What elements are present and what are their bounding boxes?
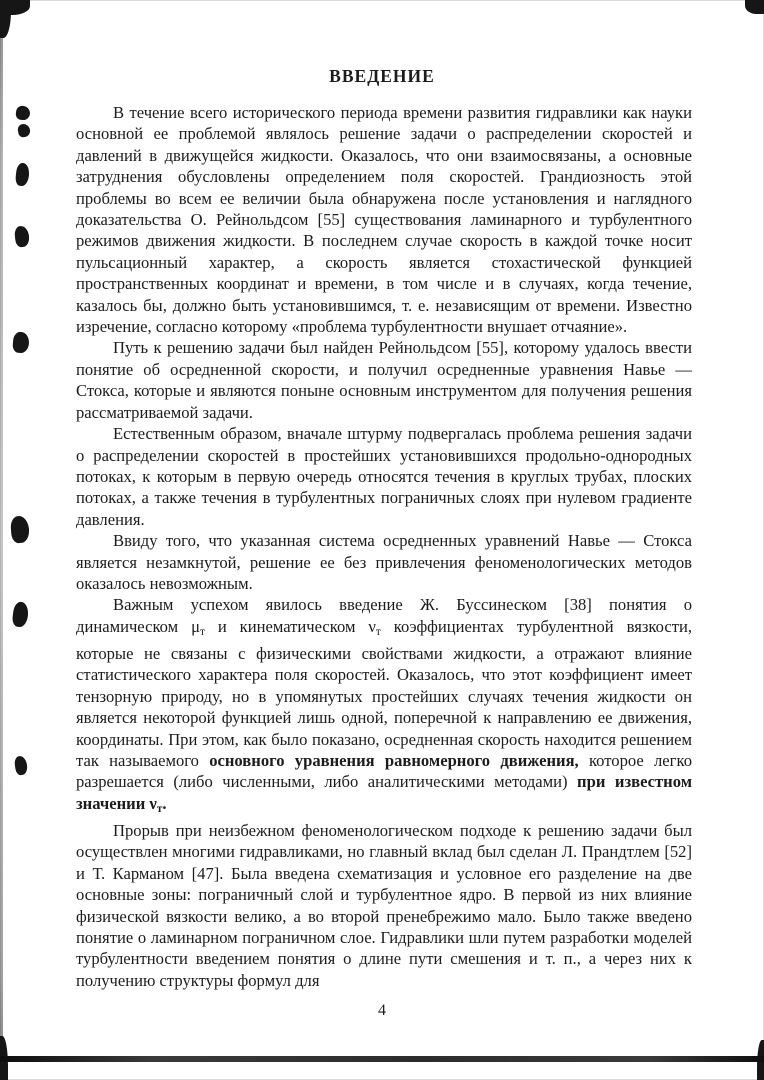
text-run: т	[156, 802, 163, 815]
paragraph	[76, 594, 692, 820]
scan-artifact-blob	[17, 123, 31, 138]
scan-artifact-corner-tl	[0, 0, 11, 38]
page-title: ВВЕДЕНИЕ	[329, 66, 435, 86]
text-run: и кинематическом ν	[204, 616, 376, 636]
scan-artifact-corner-tr	[745, 0, 764, 14]
scan-artifact-blob	[12, 601, 30, 628]
scan-artifact-blob	[14, 755, 29, 775]
text-run: Естественным образом, вначале штурму подвергалась проблема решения задачи о распределении скоростей в простейших установившихся продольно-однородных потоках, к которым в первую очередь относятся течения в круглых трубах, плоских потоках, а также течения в турбулентных пограничных слоях при нулевом градиенте давления.	[76, 424, 692, 529]
paragraph	[76, 337, 692, 423]
scan-artifact-blob	[15, 162, 30, 186]
text-run: .	[162, 793, 167, 813]
document-body	[76, 102, 692, 991]
text-run: Важным успехом явилось введение Ж. Буссинеском [38] понятия о динамическом μ	[76, 595, 692, 636]
page-number: 4	[378, 1002, 386, 1019]
text-run: при известном значении ν	[76, 772, 692, 813]
paragraph	[76, 102, 692, 337]
scan-edge-bottom	[0, 1056, 764, 1062]
paragraph	[76, 423, 692, 530]
text-run: которое легко разрешается (либо численными, либо аналитическими методами)	[76, 751, 692, 792]
text-run: основного уравнения равномерного движения,	[209, 751, 579, 770]
scan-artifact-blob	[12, 331, 30, 353]
scan-artifact-blob	[10, 515, 30, 543]
text-run: т	[199, 625, 205, 638]
text-run: Путь к решению задачи был найден Рейнольдсом [55], которому удалось ввести понятие об осредненной скорости, и получил осредненные уравнения Навье — Стокса, которые и являются поныне основным инструментом для получения решения рассматриваемой задачи.	[76, 338, 692, 422]
scan-edge-left	[0, 0, 3, 1080]
text-run: коэффициентах турбулентной вязкости, которые не связаны с физическими свойствами жидкости, а отражают влияние статистического характера поля скоростей. Оказалось, что этот коэффициент имеет тензорную природу, но в упомянутых простейших случаях течения жидкости он является некоторой функцией лишь одной, поперечной к направлению ее движения, координаты. При этом, как было показано, осредненная скорость находится решением так называемого	[76, 616, 692, 770]
text-run: Ввиду того, что указанная система осредненных уравнений Навье — Стокса является незамкнутой, решение ее без привлечения феноменологических методов оказалось невозможным.	[76, 531, 692, 593]
scan-artifact-blob	[14, 225, 30, 247]
text-run: т	[375, 625, 381, 638]
paragraph	[76, 530, 692, 594]
text-run: В течение всего исторического периода времени развития гидравлики как науки основной ее проблемой являлось решение задачи о распределении скоростей и давлений в движущейся жидкости. Оказалось, что они взаимосвязаны, а основные затруднения обусловлены определением поля скоростей. Грандиозность этой проблемы во всем ее величии была обнаружена после установления и наглядного доказательства О. Рейнольдсом [55] существования ламинарного и турбулентного режимов движения жидкости. В последнем случае скорость в каждой точке носит пульсационный характер, а скорость является стохастической функцией пространственных координат и времени, в том числе и в случаях, когда течение, казалось бы, должно быть установившимся, т. е. независящим от времени. Известно изречение, согласно которому «проблема турбулентности внушает отчаяние».	[76, 103, 692, 337]
scan-artifact-blob	[15, 105, 31, 121]
text-run: Прорыв при неизбежном феноменологическом подходе к решению задачи был осуществлен многими гидравликами, но главный вклад был сделан Л. Прандтлем [52] и Т. Карманом [47]. Была введена схематизация и условное его разделение на две основные зоны: пограничный слой и турбулентное ядро. В первой из них влияние физической вязкости велико, а во второй пренебрежимо мало. Было также введено понятие о ламинарном пограничном слое. Гидравлики шли путем разработки моделей турбулентности введением понятия о длине пути смешения и т. п., а через них к получению структуры формул для	[76, 821, 692, 990]
paragraph	[76, 820, 692, 991]
